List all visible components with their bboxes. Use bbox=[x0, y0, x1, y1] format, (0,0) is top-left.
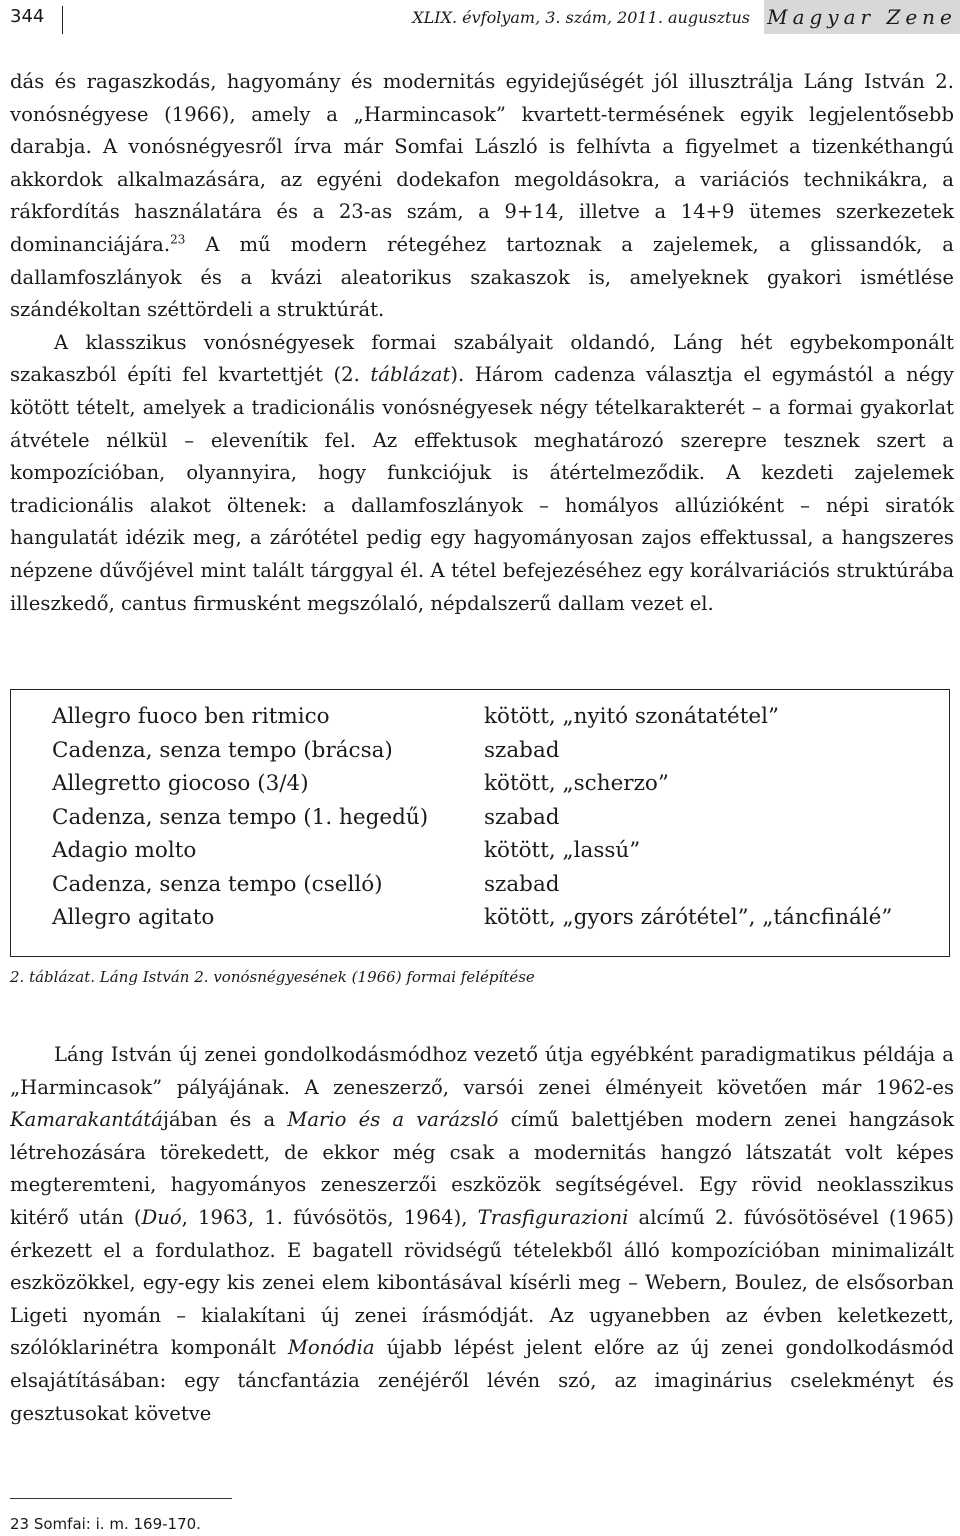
table-cell-section: Allegro fuoco ben ritmico bbox=[52, 704, 330, 729]
work-title-monodia: Monódia bbox=[287, 1336, 375, 1360]
paragraph-1 bbox=[10, 66, 954, 327]
header-divider bbox=[62, 6, 63, 34]
journal-name: Magyar Zene bbox=[764, 0, 960, 34]
issue-info: XLIX. évfolyam, 3. szám, 2011. augusztus bbox=[412, 8, 750, 27]
table-row bbox=[11, 805, 949, 839]
table-cell-section: Cadenza, senza tempo (brácsa) bbox=[52, 737, 393, 763]
paragraph-1-text-b: A mű modern rétegéhez tartoznak a zajelemek, a glissandók, a dallamfoszlányok és a kvázi aleatorikus szakaszok is, amelyeknek gyakori ismétlése szándékoltan széttördeli a struktúrát. bbox=[10, 232, 954, 322]
page-header bbox=[0, 0, 960, 40]
paragraph-2-text-a: A klasszikus vonósnégyesek formai szabályait oldandó, Láng hét egybekomponált szakaszból építi fel kvartettjét (2. bbox=[10, 330, 954, 387]
structure-table bbox=[10, 689, 950, 957]
page-number: 344 bbox=[10, 6, 45, 27]
table-cell-section: Adagio molto bbox=[52, 838, 197, 863]
table-cell-type: kötött, „gyors zárótétel”, „táncfinálé” bbox=[484, 905, 893, 930]
paragraph-3-text-d: , 1963, 1. fúvósötös, 1964), bbox=[181, 1205, 478, 1229]
paragraph-3-text-a: Láng István új zenei gondolkodásmódhoz vezető útja egyébként paradigmatikus példája a „Harmincasok” pályájának. A zeneszerző, varsói zenei élményeit követően már 1962-es bbox=[10, 1043, 954, 1099]
table-row bbox=[11, 872, 949, 906]
paragraph-3 bbox=[10, 1039, 954, 1430]
footnote-divider bbox=[10, 1498, 232, 1499]
table-cell-type: kötött, „nyitó szonátatétel” bbox=[484, 704, 779, 729]
table-cell-type: szabad bbox=[484, 737, 560, 763]
body-text-upper bbox=[10, 66, 954, 620]
work-title-duo: Duó bbox=[141, 1205, 182, 1229]
paragraph-2 bbox=[10, 327, 954, 620]
footnote-23: 23 Somfai: i. m. 169-170. bbox=[10, 1515, 201, 1533]
table-row bbox=[11, 771, 949, 805]
paragraph-2-table-ref: táblázat bbox=[370, 363, 451, 387]
table-cell-type: szabad bbox=[484, 871, 560, 897]
paragraph-1-text-a: dás és ragaszkodás, hagyomány és modernitás egyidejűségét jól illusztrálja Láng István 2. vonósnégyese (1966), amely a „Harmincasok” kvartett-termésének egyik legjelentősebb darabja. A vonósnégyesről írva már Somfai László is felhívta a figyelmet a tizenkéthangú akkordok alkalmazására, az egyéni dodekafon megoldásokra, a variációs technikákra, a rákfordítás használatára és a 23-as szám, a 9+14, illetve a 14+9 ütemes szerkezetek dominanciájára. bbox=[10, 70, 954, 256]
table-caption: 2. táblázat. Láng István 2. vonósnégyesének (1966) formai felépítése bbox=[10, 968, 535, 986]
work-title-trasfigurazioni: Trasfigurazioni bbox=[477, 1205, 629, 1229]
table-row bbox=[11, 838, 949, 872]
table-row bbox=[11, 905, 949, 939]
table-cell-section: Allegretto giocoso (3/4) bbox=[52, 771, 309, 796]
paragraph-2-text-b: ). Három cadenza választja el egymástól a négy kötött tételt, amelyek a tradicionális vonósnégyesek négy tételkarakterét – a formai gyakorlat átvétele nélkül – elevenítik fel. Az effektusok meghatározó szerepre tesznek szert a kompozícióban, olyannyira, hogy funkciójuk is átértelmeződik. A kezdeti zajelemek tradicionális alakot öltenek: a dallamfoszlányok – homályos allúzióként – népi siratók hangulatát idézik meg, a zárótétel pedig egy hagyományosan zajos effektussal, a hangszeres népzene dűvőjével mint talált tárggyal él. A tétel befejezéséhez egy korálvariációs struktúrába illeszkedő, cantus firmusként megszólaló, népdalszerű dallam vezet el. bbox=[10, 363, 954, 615]
table-cell-section: Cadenza, senza tempo (1. hegedű) bbox=[52, 804, 429, 830]
work-title-kamarakantata: Kamarakantátá bbox=[10, 1108, 163, 1132]
table-row bbox=[11, 704, 949, 738]
table-cell-section: Allegro agitato bbox=[52, 905, 215, 930]
paragraph-3-text-c: című balettjében modern zenei hangzások létrehozására törekedett, de ekkor még csak a modernitás hangzó látszatát volt képes megteremteni, hagyományos zeneszerzői eszközök segítségével. Egy rövid neoklasszikus kitérő után ( bbox=[10, 1108, 954, 1229]
table-cell-type: szabad bbox=[484, 804, 560, 830]
body-text-lower bbox=[10, 1039, 954, 1430]
work-title-mario: Mario és a varázsló bbox=[287, 1108, 499, 1132]
table-cell-type: kötött, „scherzo” bbox=[484, 771, 669, 796]
table-cell-type: kötött, „lassú” bbox=[484, 838, 641, 863]
table-cell-section: Cadenza, senza tempo (cselló) bbox=[52, 871, 383, 897]
footnote-ref-23[interactable]: 23 bbox=[170, 232, 186, 247]
paragraph-3-text-f: újabb lépést jelent előre az új zenei gondolkodásmód elsajátításában: egy táncfantázia zenéjéről lévén szó, az imaginárius cselekményt és gesztusokat követve bbox=[10, 1336, 954, 1425]
table-row bbox=[11, 738, 949, 772]
paragraph-3-text-b: jában és a bbox=[162, 1108, 288, 1132]
paragraph-3-text-e: alcímű 2. fúvósötösével (1965) érkezett el a fordulathoz. E bagatell rövidségű tételekből álló kompozícióban minimalizált eszközökkel, egy-egy kis zenei elem kibontásával kísérli meg – Webern, Boulez, de elsősorban Ligeti nyomán – kialakítani új zenei írásmódját. Az ugyanebben az évben keletkezett, szólóklarinétra komponált bbox=[10, 1205, 955, 1360]
